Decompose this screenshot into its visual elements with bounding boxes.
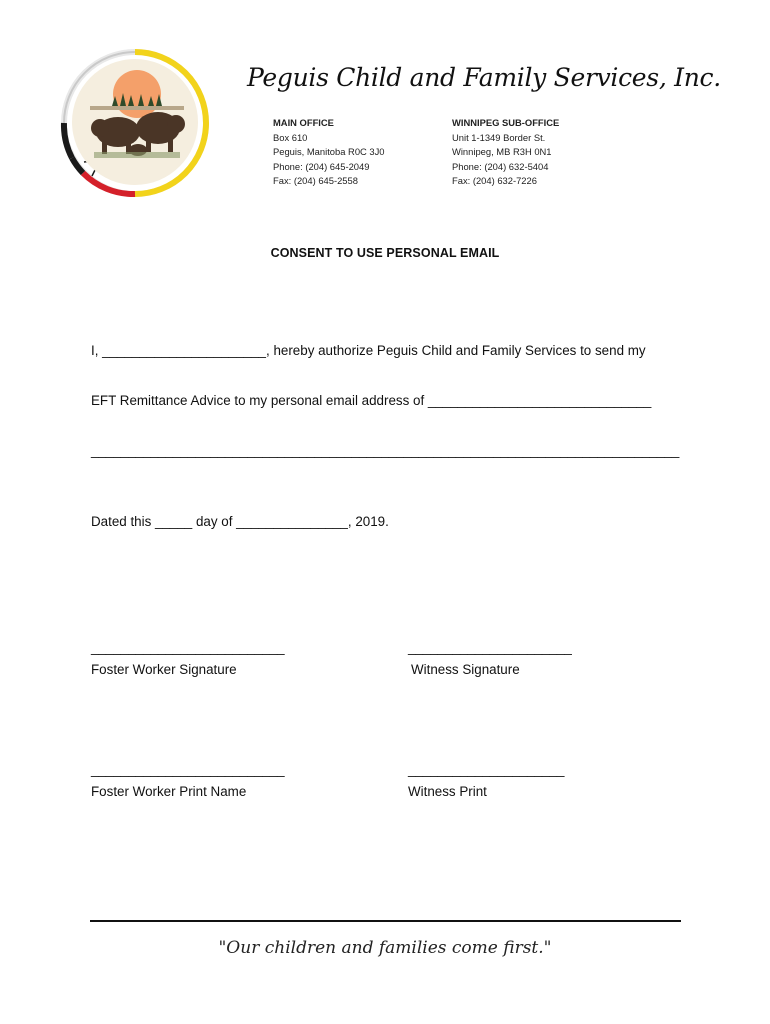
sub-office-line: Unit 1-1349 Border St. xyxy=(452,131,546,143)
logo-medicine-wheel-icon xyxy=(60,48,210,198)
witness-print-line: _____________________ xyxy=(408,762,565,777)
witness-print-label: Witness Print xyxy=(408,784,487,799)
foster-worker-print-name-label: Foster Worker Print Name xyxy=(91,784,247,799)
sub-office-address xyxy=(452,116,559,189)
sub-office-line: Winnipeg, MB R3H 0N1 xyxy=(452,146,552,157)
document-title: CONSENT TO USE PERSONAL EMAIL xyxy=(270,246,500,260)
email-address-line: EFT Remittance Advice to my personal email address of ______________________________ xyxy=(91,393,652,408)
organization-name: Peguis Child and Family Services, Inc. xyxy=(247,63,721,92)
foster-worker-signature-line: __________________________ xyxy=(91,640,285,655)
main-office-line: Peguis, Manitoba R0C 3J0 xyxy=(273,146,385,157)
foster-worker-print-name-line: __________________________ xyxy=(91,762,285,777)
sub-office-fax: Fax: (204) 632-7226 xyxy=(452,175,537,186)
dated-line: Dated this _____ day of _______________, 2019. xyxy=(91,514,389,529)
main-office-heading: MAIN OFFICE xyxy=(273,117,334,128)
witness-signature-line: ______________________ xyxy=(408,640,572,655)
main-office-address xyxy=(273,116,385,189)
sub-office-heading: WINNIPEG SUB-OFFICE xyxy=(452,117,560,128)
email-address-continuation-line: _______________________________________________________________________________ xyxy=(91,443,680,458)
sub-office-phone: Phone: (204) 632-5404 xyxy=(452,160,549,172)
main-office-fax: Fax: (204) 645-2558 xyxy=(273,175,358,186)
main-office-line: Box 610 xyxy=(273,131,308,143)
main-office-phone: Phone: (204) 645-2049 xyxy=(273,160,370,172)
footer-divider xyxy=(90,920,681,922)
authorization-line: I, ______________________, hereby authorize Peguis Child and Family Services to send my xyxy=(91,343,646,358)
foster-worker-signature-label: Foster Worker Signature xyxy=(91,662,237,677)
footer-motto: "Our children and families come first." xyxy=(218,938,552,958)
witness-signature-label: Witness Signature xyxy=(411,662,520,677)
